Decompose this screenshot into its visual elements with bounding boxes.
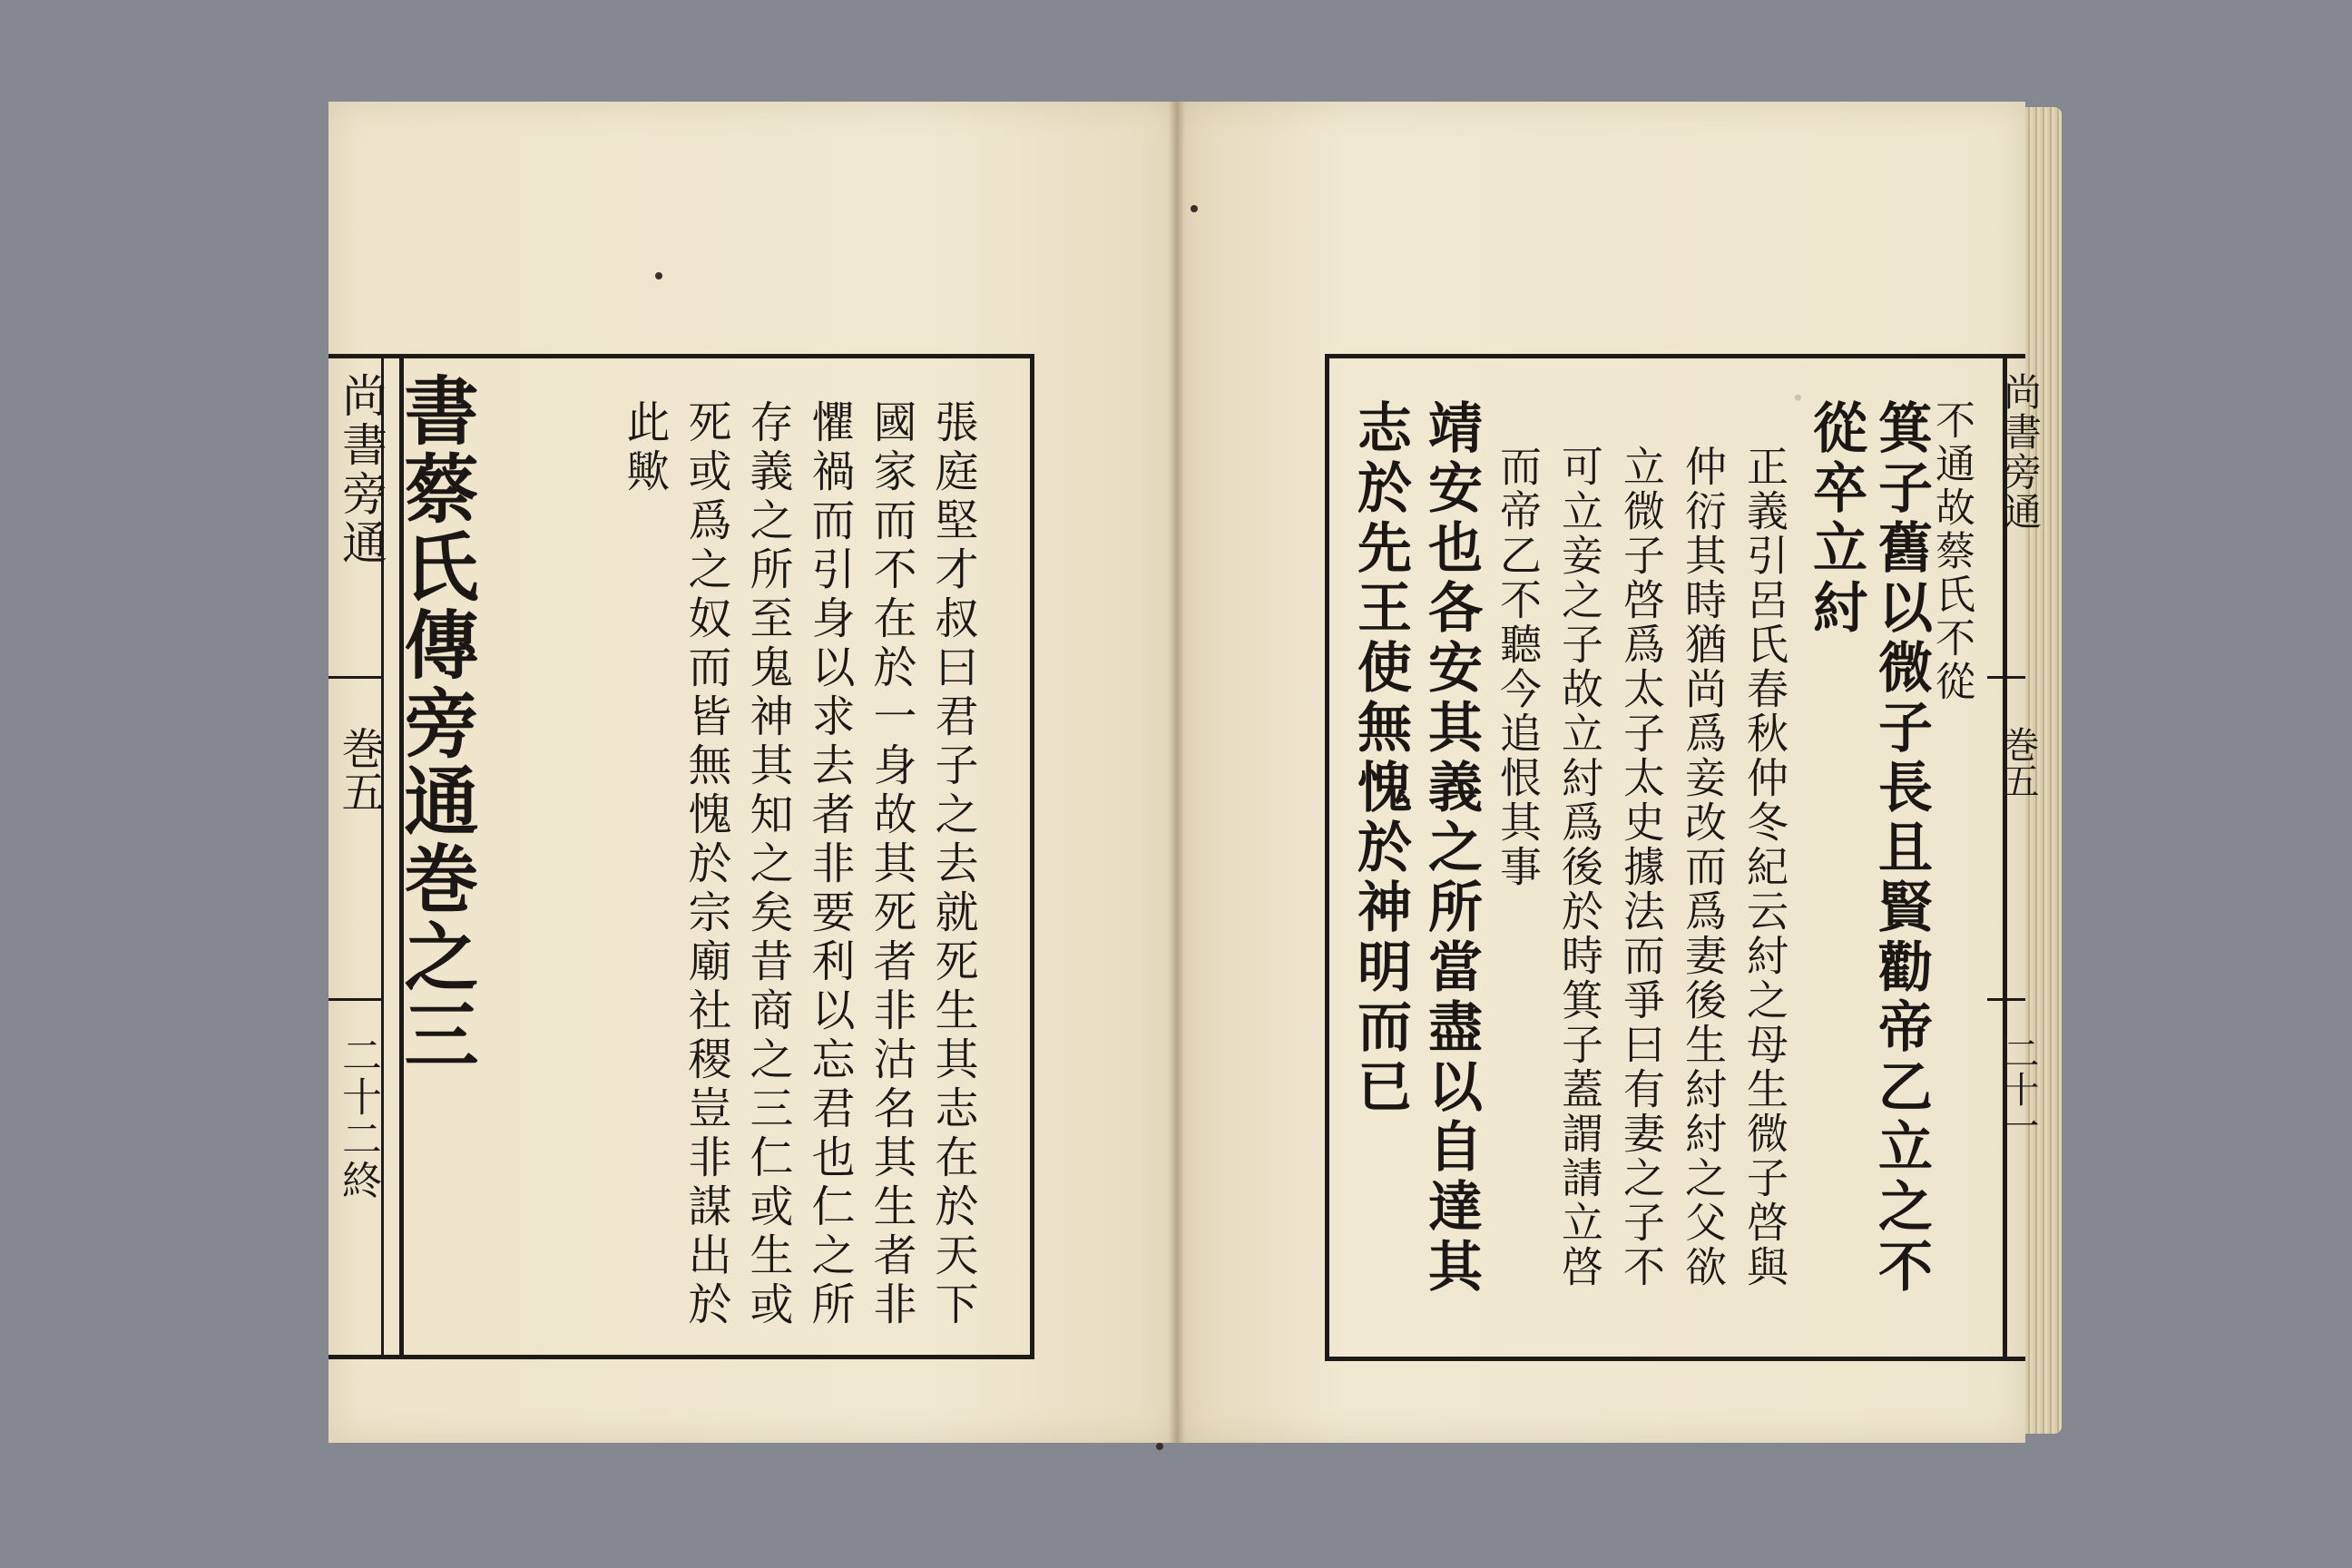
right-margin-top-rule <box>2007 354 2025 358</box>
left-fishtail-lower <box>328 998 381 1001</box>
right-body-line-2: 箕子舊以微子長且賢勸帝乙立之不 <box>1869 399 1933 1298</box>
right-body-line-5: 仲衍其時猶尚爲妾改而爲妻後生紂紂之父欲 <box>1679 445 1728 1289</box>
right-body-line-9: 靖安也各安其義之所當盡以自達其 <box>1419 399 1483 1298</box>
left-margin-top-rule <box>328 354 399 358</box>
right-margin-volume: 巻五 <box>1997 726 2039 799</box>
left-margin-leaf: 二十二終 <box>335 1034 381 1201</box>
right-body-line-4: 正義引呂氏春秋仲冬紀云紂之母生微子啓與 <box>1740 445 1789 1289</box>
left-fishtail-upper <box>328 676 381 679</box>
left-body-line-2: 國家而不在於一身故其死者非沽名其生者非 <box>866 399 916 1330</box>
binding-mark <box>1156 1443 1163 1450</box>
right-body-line-3: 從卒立紂 <box>1804 399 1867 639</box>
right-body-line-1: 不通故蔡氏不從 <box>1928 399 1975 704</box>
left-page-heading: 書蔡氏傳旁通巻之三 <box>392 372 479 1074</box>
left-body-line-5: 死或爲之奴而皆無愧於宗廟社稷豈非謀出於 <box>681 399 731 1330</box>
book-gutter <box>1169 102 1185 1443</box>
left-margin-bottom-rule <box>328 1355 399 1359</box>
ink-dot <box>655 272 662 279</box>
left-margin-title: 尚書旁通 <box>335 372 387 568</box>
left-margin-volume: 巻五 <box>334 726 385 813</box>
right-fishtail-lower <box>1987 998 2025 1001</box>
right-margin-leaf: 二十一 <box>1997 1034 2039 1143</box>
right-body-line-10: 志於先王使無愧於神明而已 <box>1348 399 1412 1118</box>
left-body-line-6: 此歟 <box>619 399 670 497</box>
ink-dot-right <box>1191 205 1198 212</box>
right-fishtail-upper <box>1987 676 2025 679</box>
right-margin-bottom-rule <box>2007 1357 2025 1361</box>
left-body-line-1: 張庭堅才叔曰君子之去就死生其志在於天下 <box>927 399 978 1330</box>
bleed-through-text: · <box>1769 390 1824 415</box>
right-body-line-8: 而帝乙不聽今追恨其事 <box>1494 445 1543 889</box>
right-body-line-6: 立微子啓爲太子太史據法而爭曰有妻之子不 <box>1617 445 1666 1289</box>
left-body-line-4: 存義之所至鬼神其知之矣昔商之三仁或生或 <box>742 399 793 1330</box>
left-body-line-3: 懼禍而引身以求去者非要利以忘君也仁之所 <box>804 399 855 1330</box>
right-margin-title: 尚書旁通 <box>1998 372 2043 532</box>
right-body-line-7: 可立妾之子故立紂爲後於時箕子蓋謂請立啓 <box>1555 445 1604 1289</box>
